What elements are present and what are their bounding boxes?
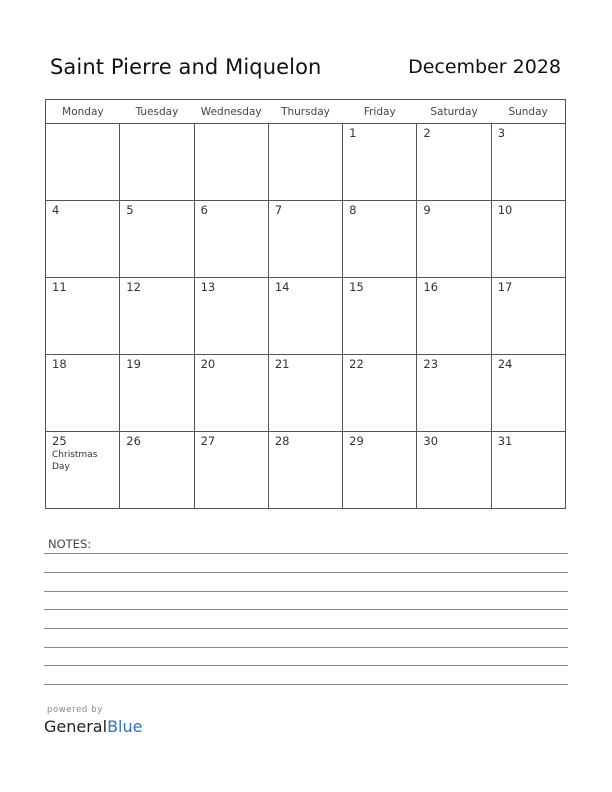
day-cell <box>120 278 194 355</box>
day-cell <box>120 432 194 509</box>
day-number: 15 <box>349 280 364 294</box>
day-cell <box>417 124 491 201</box>
day-cell <box>417 432 491 509</box>
day-number: 25 <box>52 434 67 448</box>
month-year-title: December 2028 <box>408 56 561 78</box>
day-cell <box>343 124 417 201</box>
day-cell <box>194 355 268 432</box>
note-line <box>44 572 568 573</box>
day-cell <box>491 201 565 278</box>
day-cell <box>120 201 194 278</box>
day-number: 2 <box>423 126 431 140</box>
day-cell <box>343 278 417 355</box>
week-row <box>46 432 566 509</box>
note-line <box>44 591 568 592</box>
weekday-header: Tuesday <box>120 100 194 124</box>
day-number: 4 <box>52 203 60 217</box>
day-cell <box>417 278 491 355</box>
day-cell <box>268 432 342 509</box>
day-cell <box>46 124 120 201</box>
day-number <box>269 124 342 127</box>
day-number: 30 <box>423 434 439 448</box>
day-number: 27 <box>200 434 216 448</box>
country-title: Saint Pierre and Miquelon <box>50 55 322 79</box>
day-cell <box>194 278 268 355</box>
week-row <box>46 278 566 355</box>
day-number: 28 <box>274 434 290 448</box>
note-line <box>44 609 568 610</box>
day-cell <box>268 278 342 355</box>
note-line <box>44 553 568 554</box>
day-number: 26 <box>126 434 141 448</box>
day-cell <box>268 355 342 432</box>
day-number: 22 <box>349 357 364 371</box>
day-cell <box>268 201 342 278</box>
day-cell <box>46 432 120 509</box>
day-number: 29 <box>349 434 364 448</box>
weekday-header: Sunday <box>491 100 565 124</box>
holiday-label: Christmas Day <box>52 449 98 472</box>
day-number: 12 <box>126 280 141 294</box>
day-number <box>46 124 119 127</box>
day-cell <box>46 355 120 432</box>
day-number: 17 <box>497 280 513 294</box>
powered-by-text: powered by <box>47 705 103 715</box>
note-line <box>44 628 568 629</box>
day-cell <box>120 355 194 432</box>
day-number: 5 <box>126 203 134 217</box>
day-number: 18 <box>52 357 67 371</box>
day-number: 10 <box>497 203 513 217</box>
day-number: 31 <box>497 434 513 448</box>
day-cell <box>194 201 268 278</box>
weekday-header: Thursday <box>268 100 342 124</box>
day-cell <box>343 201 417 278</box>
day-cell <box>194 124 268 201</box>
day-number: 23 <box>423 357 439 371</box>
weekday-header-row <box>46 100 566 124</box>
day-cell <box>343 355 417 432</box>
brand-blue: Blue <box>107 717 143 736</box>
day-number: 16 <box>423 280 439 294</box>
day-cell <box>417 355 491 432</box>
day-number: 8 <box>349 203 357 217</box>
brand-general: General <box>44 717 108 736</box>
day-number <box>195 124 268 127</box>
day-number: 9 <box>423 203 431 217</box>
weekday-header: Monday <box>46 100 120 124</box>
day-cell <box>194 432 268 509</box>
weekday-header: Saturday <box>417 100 491 124</box>
calendar-grid <box>45 99 566 509</box>
day-cell <box>417 201 491 278</box>
day-number: 21 <box>274 357 290 371</box>
week-row <box>46 124 566 201</box>
day-number: 1 <box>349 126 357 140</box>
note-line <box>44 684 568 685</box>
day-number: 24 <box>497 357 513 371</box>
day-number: 13 <box>200 280 216 294</box>
day-cell <box>46 201 120 278</box>
day-number: 11 <box>52 280 67 294</box>
notes-label: NOTES: <box>48 537 92 551</box>
day-cell <box>491 355 565 432</box>
day-cell <box>46 278 120 355</box>
day-cell <box>491 124 565 201</box>
note-line <box>44 647 568 648</box>
day-number: 14 <box>274 280 290 294</box>
day-cell <box>491 432 565 509</box>
day-number: 19 <box>126 357 141 371</box>
weekday-header: Friday <box>343 100 417 124</box>
weekday-header: Wednesday <box>194 100 268 124</box>
day-number: 3 <box>497 126 506 140</box>
day-cell <box>120 124 194 201</box>
day-cell <box>491 278 565 355</box>
day-number <box>120 124 193 127</box>
week-row <box>46 201 566 278</box>
day-number: 6 <box>200 203 208 217</box>
note-line <box>44 665 568 666</box>
week-row <box>46 355 566 432</box>
day-cell <box>343 432 417 509</box>
day-cell <box>268 124 342 201</box>
day-number: 7 <box>274 203 283 217</box>
brand-logo <box>44 717 142 736</box>
day-number: 20 <box>200 357 216 371</box>
